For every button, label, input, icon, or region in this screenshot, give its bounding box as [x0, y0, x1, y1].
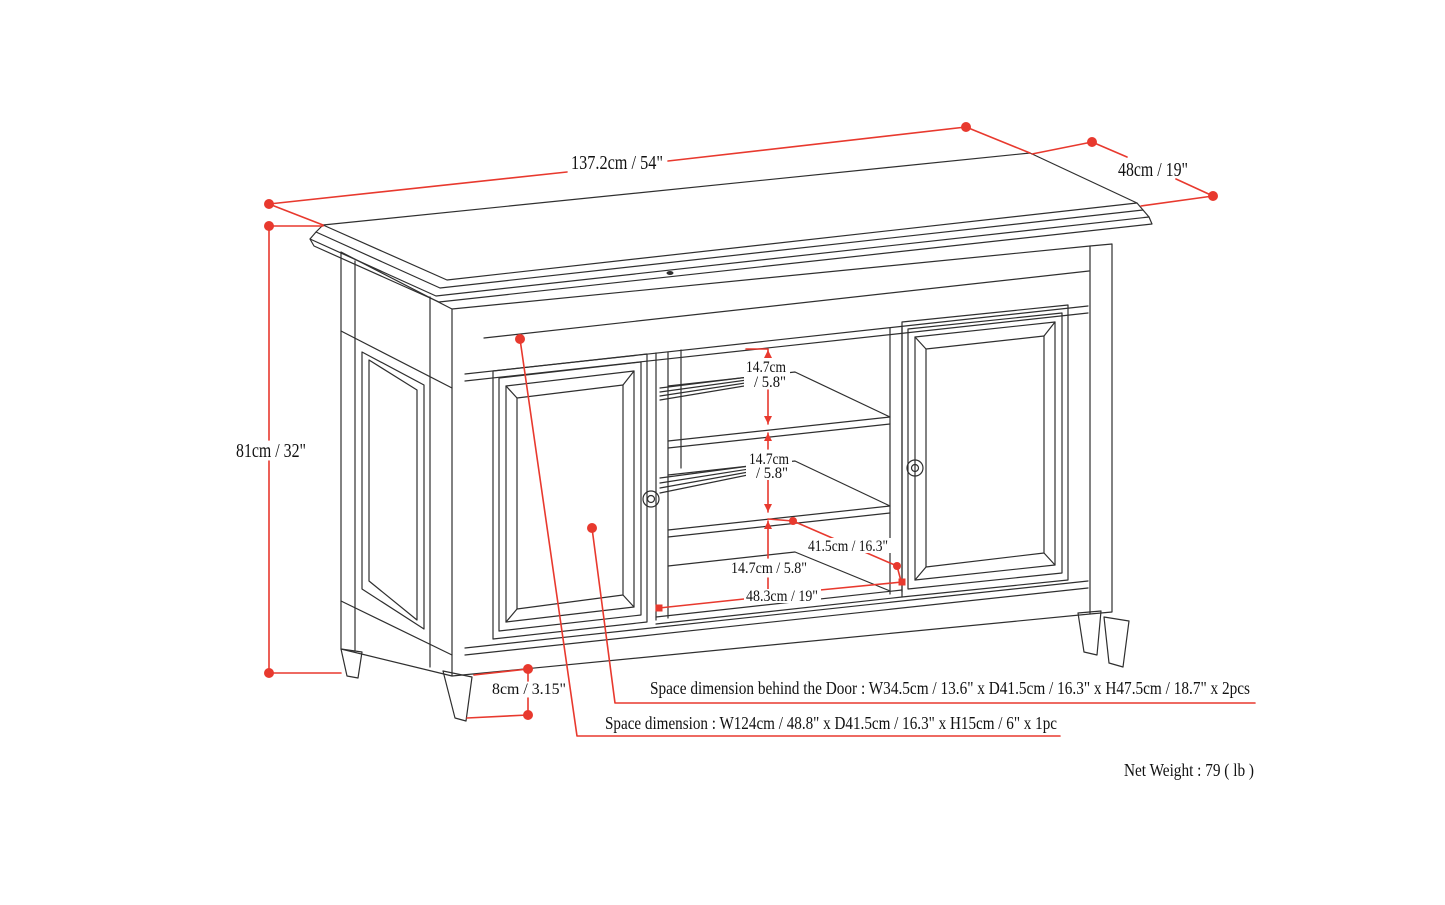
arrowhead [764, 416, 772, 424]
side-panel-outline [341, 252, 452, 676]
note-leader-lines [515, 334, 1255, 736]
height-endpoint-dot [264, 668, 274, 678]
arrowhead [764, 504, 772, 512]
left-side-panel [341, 252, 452, 676]
top-depth-label: 48cm / 19" [1118, 159, 1188, 181]
open-space-leader-dot [515, 334, 525, 344]
back-right-leg [1104, 617, 1129, 667]
leg-height-label: 8cm / 3.15" [492, 681, 566, 698]
door-space-leader [592, 528, 1255, 703]
tabletop-surface [323, 153, 1137, 280]
arrowhead [764, 521, 772, 529]
side-panel-recessed-inner [369, 360, 417, 620]
right-door-mid-frame [908, 313, 1062, 589]
interior-depth-dot [789, 517, 797, 525]
interior-width-end-square [656, 605, 663, 612]
top-width-dim-line [269, 127, 1030, 225]
arrowhead [764, 350, 772, 358]
top-depth-endpoint-dot [1208, 191, 1218, 201]
interior-depth-dot [893, 562, 901, 570]
right-door-panel [926, 336, 1044, 567]
left-door-inner-frame [506, 371, 634, 622]
cable-hole [667, 271, 674, 275]
interior-depth-label: 41.5cm / 16.3" [808, 538, 888, 555]
left-door-panel [517, 385, 623, 609]
interior-width-label: 48.3cm / 19" [746, 588, 818, 605]
left-door [493, 354, 659, 639]
tabletop-molding-step-3 [310, 217, 1152, 302]
top-depth-endpoint-dot [1087, 137, 1097, 147]
side-panel-recessed-frame [362, 352, 424, 629]
front-right-leg [1078, 611, 1101, 655]
left-door-bevel-ticks [506, 371, 634, 622]
right-door-bevel-ticks [915, 322, 1055, 580]
leg-endpoint-dot [523, 664, 533, 674]
shelf-gap-bottom-label: 14.7cm / 5.8" [731, 560, 807, 577]
side-panel-stiles [355, 261, 430, 667]
door-space-note: Space dimension behind the Door : W34.5cm / 13.6" x D41.5cm / 16.3" x H47.5cm / 18.7" x 2pcs [650, 678, 1250, 698]
open-space-note: Space dimension : W124cm / 48.8" x D41.5cm / 16.3" x H15cm / 6" x 1pc [605, 713, 1057, 733]
overall-height-label: 81cm / 32" [236, 440, 306, 462]
shelf-gap-mid-label-in: / 5.8" [756, 465, 788, 482]
tv-stand-line-art [310, 153, 1152, 721]
shelf-gap-top-label-in: / 5.8" [754, 374, 786, 391]
leg-endpoint-dot [523, 710, 533, 720]
shelf-gap-mid-label-cm: 14.7cm [749, 451, 790, 468]
front-left-leg [443, 671, 472, 721]
height-endpoint-dot [264, 221, 274, 231]
legs [341, 611, 1129, 721]
right-door-inner-frame [915, 322, 1055, 580]
net-weight-note: Net Weight : 79 ( lb ) [1124, 760, 1278, 780]
shelf-gap-bottom-line [768, 519, 793, 598]
shelf-gap-top-label-cm: 14.7cm [746, 359, 787, 376]
open-space-leader [520, 339, 1060, 736]
interior-width-end-square [899, 579, 906, 586]
left-door-mid-frame [499, 362, 641, 631]
side-panel-rails [341, 331, 452, 655]
top-width-endpoint-dot [264, 199, 274, 209]
right-door [902, 305, 1068, 597]
top-width-endpoint-dot [961, 122, 971, 132]
tabletop [310, 153, 1152, 302]
left-door-knob-center [648, 496, 655, 503]
top-width-label: 137.2cm / 54" [571, 152, 663, 174]
door-space-leader-dot [587, 523, 597, 533]
